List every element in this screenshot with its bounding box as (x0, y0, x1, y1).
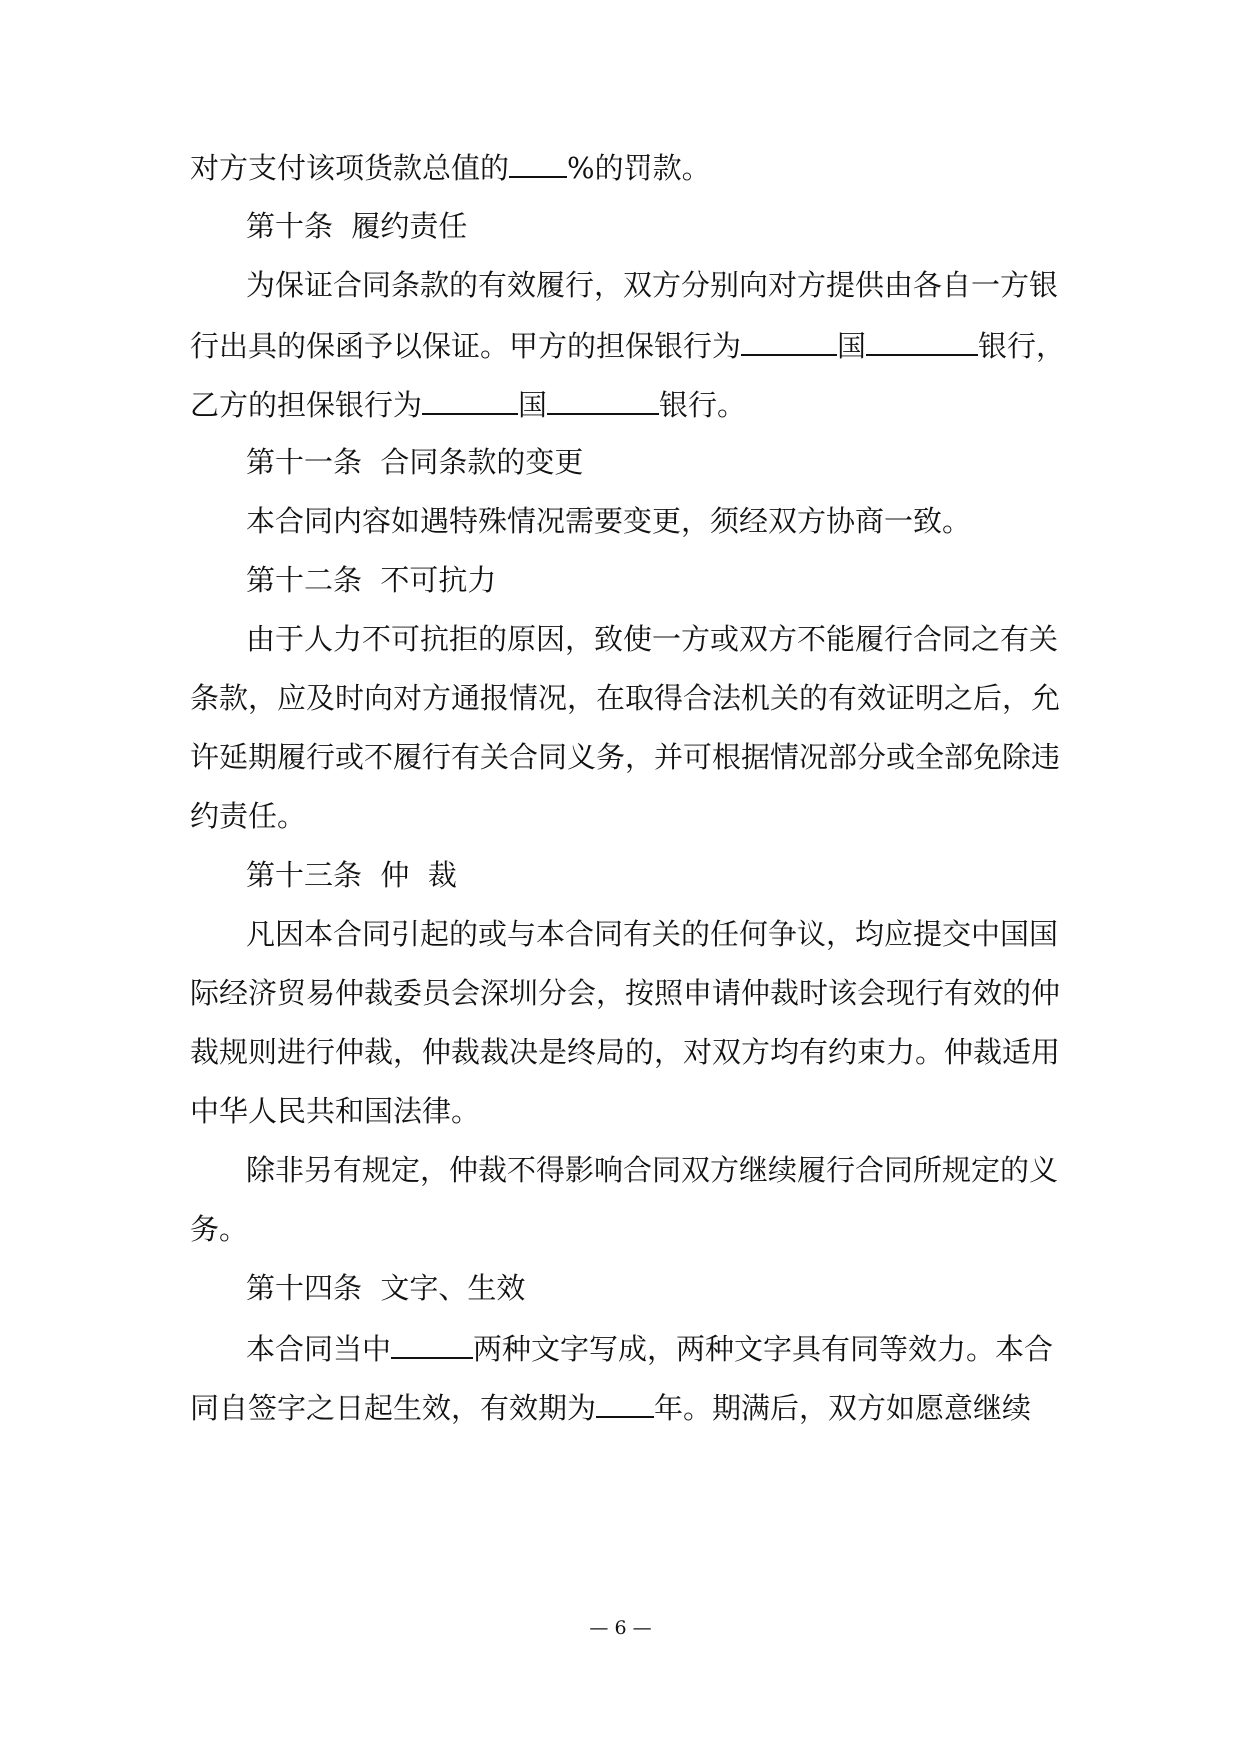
fill-in-blank (741, 324, 837, 356)
heading-text: 第十三条 仲 裁 (246, 858, 457, 892)
text-line (190, 324, 1066, 364)
section-heading (246, 206, 1050, 246)
line-text: 际经济贸易仲裁委员会深圳分会，按照申请仲裁时该会现行有效的仲 (190, 976, 1061, 1010)
section-heading (246, 1268, 1050, 1308)
line-text: 务。 (190, 1212, 249, 1246)
fill-in-blank (391, 1327, 473, 1359)
heading-text: 第十四条 文字、生效 (246, 1271, 526, 1305)
line-text: 条款，应及时向对方通报情况，在取得合法机关的有效证明之后，允 (190, 681, 1061, 715)
line-text: 银行。 (659, 388, 747, 422)
heading-text: 第十二条 不可抗力 (246, 563, 497, 597)
text-line (190, 737, 1061, 777)
text-line (246, 501, 1050, 541)
text-line (190, 678, 1061, 718)
line-text: 中华人民共和国法律。 (190, 1094, 481, 1128)
line-text: 国 (837, 329, 867, 363)
text-line (246, 914, 1059, 954)
line-text: 除非另有规定，仲裁不得影响合同双方继续履行合同所规定的义 (246, 1153, 1059, 1187)
fill-in-blank (866, 324, 978, 356)
line-text: 约责任。 (190, 799, 307, 833)
section-heading (246, 442, 1050, 482)
text-line (190, 1032, 1061, 1072)
heading-text: 第十一条 合同条款的变更 (246, 445, 584, 479)
text-line (190, 146, 1050, 186)
section-heading (246, 855, 1050, 895)
fill-in-blank (422, 383, 518, 415)
text-line (190, 1091, 1050, 1131)
line-text: 为保证合同条款的有效履行，双方分别向对方提供由各自一方银 (246, 268, 1059, 302)
text-line (190, 796, 1050, 836)
line-text: 对方支付该项货款总值的 (190, 151, 510, 185)
line-text: 两种文字写成，两种文字具有同等效力。本合 (473, 1332, 1054, 1366)
fill-in-blank (596, 1386, 654, 1418)
line-text: 行出具的保函予以保证。甲方的担保银行为 (190, 329, 742, 363)
line-text: 年。期满后，双方如愿意继续 (654, 1391, 1032, 1425)
section-heading (246, 560, 1050, 600)
text-line (190, 1386, 1050, 1426)
line-text: %的罚款。 (567, 151, 711, 185)
text-line (246, 1327, 1054, 1367)
text-line (246, 1150, 1059, 1190)
fill-in-blank (547, 383, 659, 415)
fill-in-blank (509, 146, 567, 178)
line-text: 乙方的担保银行为 (190, 388, 423, 422)
line-text: 本合同当中 (246, 1332, 392, 1366)
text-line (246, 265, 1059, 305)
text-line (246, 619, 1059, 659)
text-line (190, 1209, 1050, 1249)
line-text: 许延期履行或不履行有关合同义务，并可根据情况部分或全部免除违 (190, 740, 1061, 774)
line-text: 本合同内容如遇特殊情况需要变更，须经双方协商一致。 (246, 504, 972, 538)
line-text: 国 (518, 388, 548, 422)
page-number: — 6 — (589, 1617, 652, 1639)
line-text: 同自签字之日起生效，有效期为 (190, 1391, 597, 1425)
line-text: 裁规则进行仲裁，仲裁裁决是终局的，对双方均有约束力。仲裁适用 (190, 1035, 1061, 1069)
text-line (190, 383, 1050, 423)
heading-text: 第十条 履约责任 (246, 209, 468, 243)
line-text: 由于人力不可抗拒的原因，致使一方或双方不能履行合同之有关 (246, 622, 1059, 656)
line-text: 银行， (978, 329, 1066, 363)
line-text: 凡因本合同引起的或与本合同有关的任何争议，均应提交中国国 (246, 917, 1059, 951)
text-line (190, 973, 1061, 1013)
